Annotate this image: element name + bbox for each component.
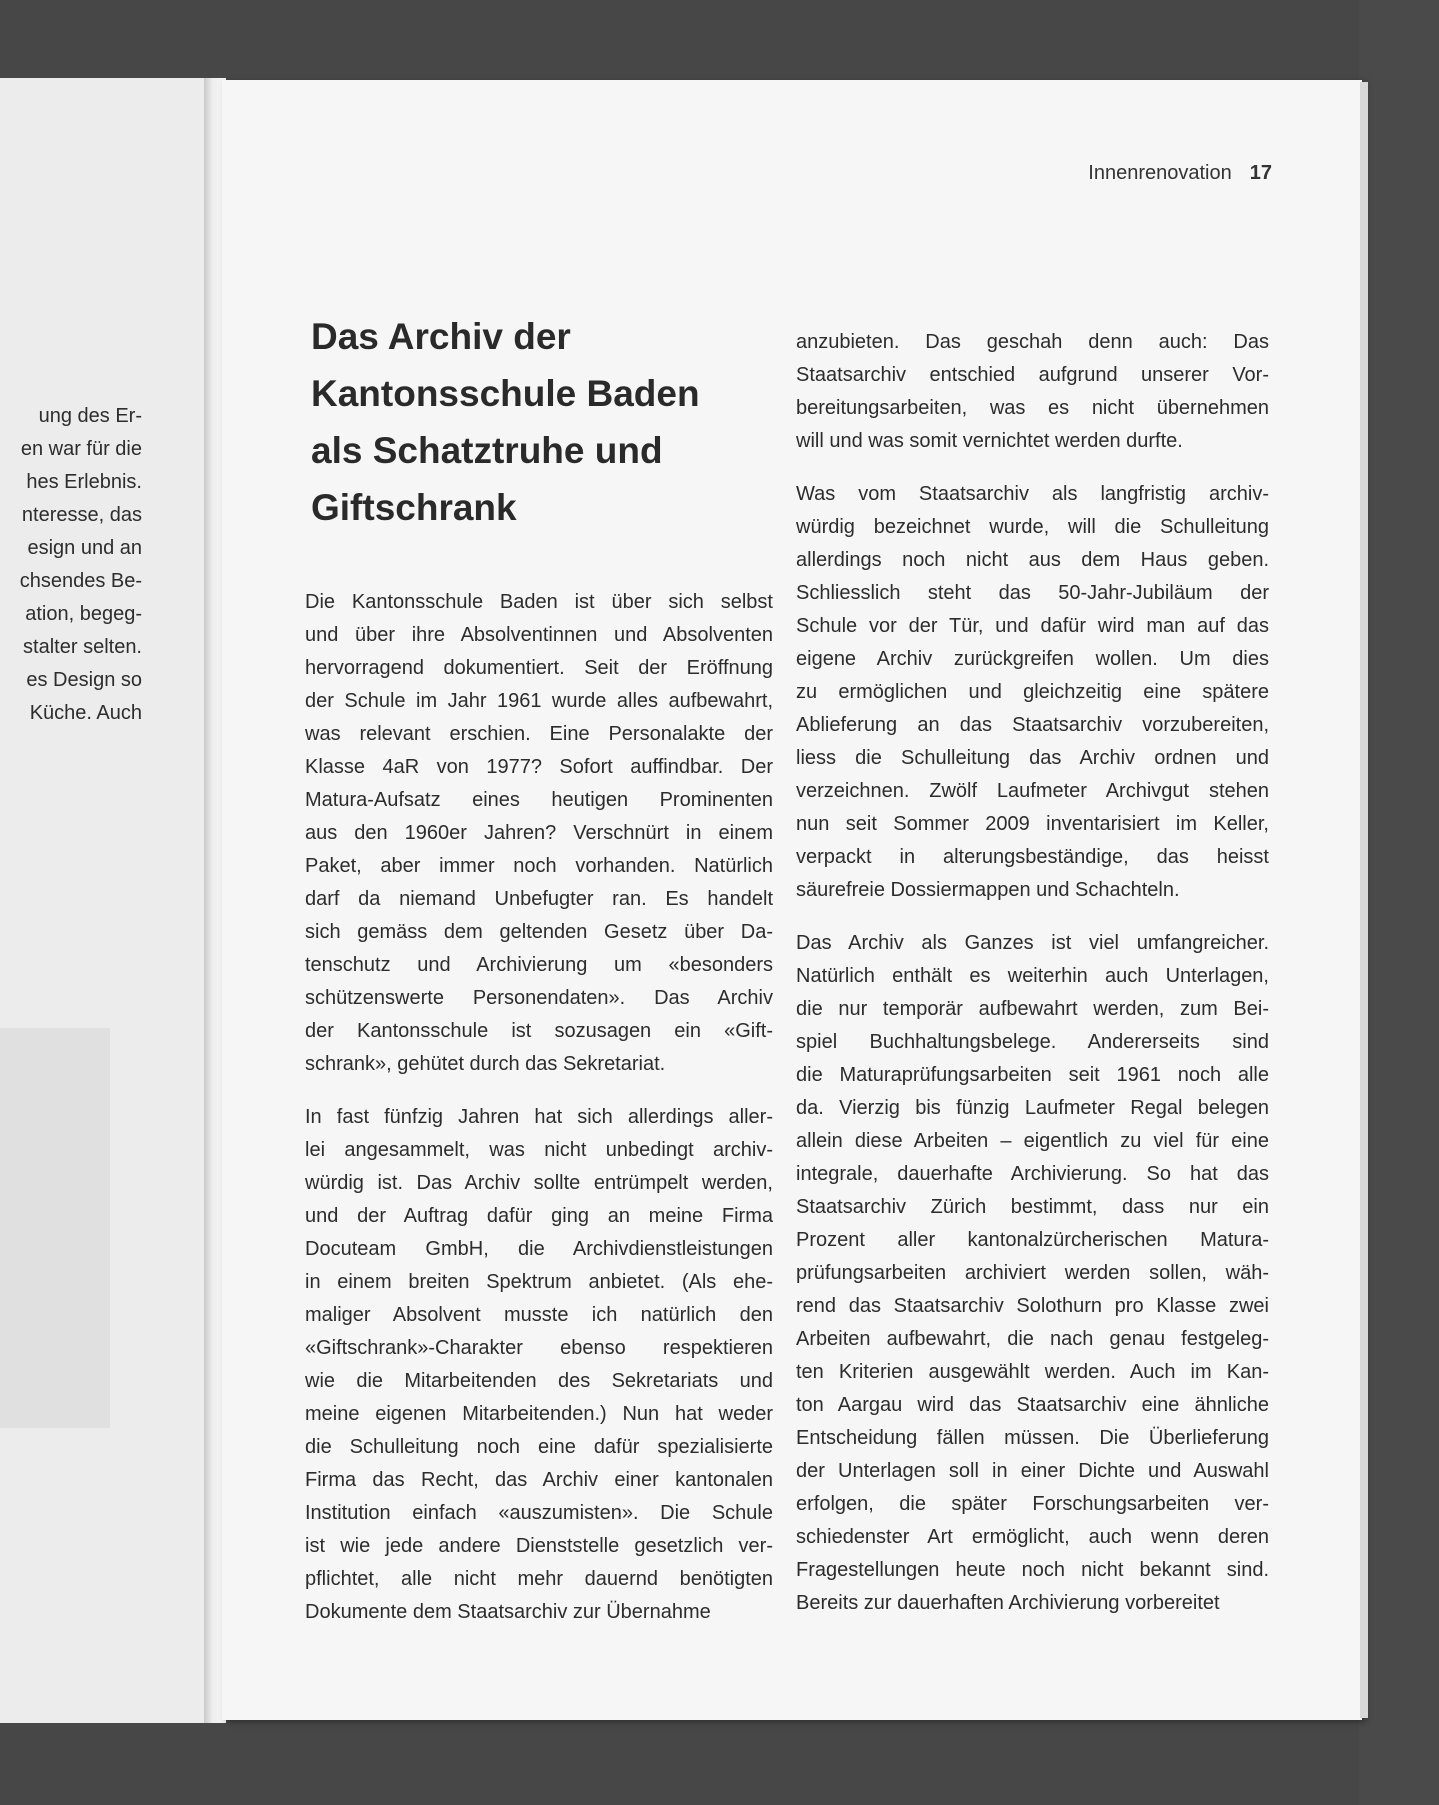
text-line: säurefreie Dossiermappen und Schachteln. bbox=[796, 879, 1180, 901]
text-line: würdig ist. Das Archiv sollte entrümpelt werden, bbox=[305, 1172, 773, 1194]
text-line: meine eigenen Mitarbeitenden.) Nun hat weder bbox=[305, 1403, 773, 1425]
scan-background-right bbox=[1359, 0, 1439, 1805]
text-line: ten Kriterien ausgewählt werden. Auch im Kan- bbox=[796, 1361, 1269, 1383]
text-line: Bereits zur dauerhaften Archivierung vorbereitet bbox=[796, 1592, 1220, 1614]
text-line: Dokumente dem Staatsarchiv zur Übernahme bbox=[305, 1601, 711, 1623]
title-line: als Schatztruhe und bbox=[311, 430, 663, 471]
text-line: Staatsarchiv Zürich bestimmt, dass nur ein bbox=[796, 1196, 1269, 1218]
left-page-line: es Design so bbox=[26, 669, 142, 691]
text-line: pflichtet, alle nicht mehr dauernd benötigten bbox=[305, 1568, 773, 1590]
text-line: hervorragend dokumentiert. Seit der Eröffnung bbox=[305, 657, 773, 679]
right-column bbox=[796, 326, 1269, 1620]
paragraph-gap bbox=[796, 907, 1269, 927]
text-line: darf da niemand Unbefugter ran. Es handelt bbox=[305, 888, 773, 910]
text-line: Matura-Aufsatz eines heutigen Prominenten bbox=[305, 789, 773, 811]
text-line: da. Vierzig bis fünzig Laufmeter Regal belegen bbox=[796, 1097, 1269, 1119]
page-edge bbox=[1360, 82, 1368, 1718]
text-line: nun seit Sommer 2009 inventarisiert im Keller, bbox=[796, 813, 1269, 835]
text-line: die Schulleitung noch eine dafür spezialisierte bbox=[305, 1436, 773, 1458]
text-line: «Giftschrank»-Charakter ebenso respektieren bbox=[305, 1337, 773, 1359]
text-line: Was vom Staatsarchiv als langfristig archiv- bbox=[796, 483, 1269, 505]
left-page-line: ation, begeg- bbox=[25, 603, 142, 625]
paragraph bbox=[796, 326, 1269, 458]
text-line: in einem breiten Spektrum anbietet. (Als ehe- bbox=[305, 1271, 773, 1293]
text-line: allein diese Arbeiten – eigentlich zu viel für eine bbox=[796, 1130, 1269, 1152]
text-line: eigene Archiv zurückgreifen wollen. Um dies bbox=[796, 648, 1269, 670]
paragraph bbox=[305, 586, 773, 1081]
text-line: was relevant erschien. Eine Personalakte der bbox=[305, 723, 773, 745]
text-line: Fragestellungen heute noch nicht bekannt sind. bbox=[796, 1559, 1269, 1581]
text-line: schützenswerte Personendaten». Das Archiv bbox=[305, 987, 773, 1009]
text-line: und der Auftrag dafür ging an meine Firma bbox=[305, 1205, 773, 1227]
text-line: verzeichnen. Zwölf Laufmeter Archivgut stehen bbox=[796, 780, 1269, 802]
text-line: Schule vor der Tür, und dafür wird man auf das bbox=[796, 615, 1269, 637]
title-line: Giftschrank bbox=[311, 487, 517, 528]
page-number: 17 bbox=[1249, 162, 1272, 184]
text-line: zu ermöglichen und gleichzeitig eine spätere bbox=[796, 681, 1269, 703]
title-line: Das Archiv der bbox=[311, 316, 571, 357]
text-line: anzubieten. Das geschah denn auch: Das bbox=[796, 331, 1269, 353]
text-line: spiel Buchhaltungsbelege. Andererseits sind bbox=[796, 1031, 1269, 1053]
text-line: Paket, aber immer noch vorhanden. Natürlich bbox=[305, 855, 773, 877]
text-line: Arbeiten aufbewahrt, die nach genau festgeleg- bbox=[796, 1328, 1269, 1350]
text-line: prüfungsarbeiten archiviert werden sollen, wäh- bbox=[796, 1262, 1269, 1284]
left-page bbox=[0, 78, 208, 1723]
left-page-line: chsendes Be- bbox=[19, 570, 142, 592]
text-line: Firma das Recht, das Archiv einer kantonalen bbox=[305, 1469, 773, 1491]
text-line: lei angesammelt, was nicht unbedingt archiv- bbox=[305, 1139, 773, 1161]
text-line: Prozent aller kantonalzürcherischen Matura- bbox=[796, 1229, 1269, 1251]
paragraph bbox=[796, 478, 1269, 907]
text-line: der Unterlagen soll in einer Dichte und Auswahl bbox=[796, 1460, 1269, 1482]
text-line: Das Archiv als Ganzes ist viel umfangreicher. bbox=[796, 932, 1269, 954]
paragraph-gap bbox=[305, 1081, 773, 1101]
text-line: ist wie jede andere Dienststelle gesetzlich ver- bbox=[305, 1535, 773, 1557]
text-line: Entscheidung fällen müssen. Die Überlieferung bbox=[796, 1427, 1269, 1449]
paragraph bbox=[305, 1101, 773, 1629]
text-line: die Maturaprüfungsarbeiten seit 1961 noch alle bbox=[796, 1064, 1269, 1086]
text-line: maliger Absolvent musste ich natürlich den bbox=[305, 1304, 773, 1326]
text-line: Natürlich enthält es weiterhin auch Unterlagen, bbox=[796, 965, 1269, 987]
text-line: die nur temporär aufbewahrt werden, zum Bei- bbox=[796, 998, 1269, 1020]
text-line: Klasse 4aR von 1977? Sofort auffindbar. Der bbox=[305, 756, 773, 778]
text-line: und über ihre Absolventinnen und Absolventen bbox=[305, 624, 773, 646]
text-line: rend das Staatsarchiv Solothurn pro Klasse zwei bbox=[796, 1295, 1269, 1317]
running-header bbox=[1000, 162, 1272, 185]
text-line: Staatsarchiv entschied aufgrund unserer Vor- bbox=[796, 364, 1269, 386]
left-page-line: stalter selten. bbox=[23, 636, 142, 658]
section-title: Innenrenovation bbox=[1088, 162, 1232, 184]
paragraph-gap bbox=[796, 458, 1269, 478]
left-page-shade bbox=[0, 1028, 110, 1428]
text-line: verpackt in alterungsbeständige, das heisst bbox=[796, 846, 1269, 868]
text-line: der Kantonsschule ist sozusagen ein «Gift- bbox=[305, 1020, 773, 1042]
paragraph bbox=[796, 927, 1269, 1620]
left-page-line: hes Erlebnis. bbox=[26, 471, 142, 493]
title-line: Kantonsschule Baden bbox=[311, 373, 700, 414]
left-page-line: nteresse, das bbox=[21, 504, 142, 526]
left-page-line: en war für die bbox=[20, 438, 142, 460]
text-line: will und was somit vernichtet werden durfte. bbox=[796, 430, 1183, 452]
text-line: Docuteam GmbH, die Archivdienstleistungen bbox=[305, 1238, 773, 1260]
text-line: der Schule im Jahr 1961 wurde alles aufbewahrt, bbox=[305, 690, 773, 712]
text-line: aus den 1960er Jahren? Verschnürt in einem bbox=[305, 822, 773, 844]
left-column bbox=[305, 586, 773, 1629]
text-line: schrank», gehütet durch das Sekretariat. bbox=[305, 1053, 666, 1075]
text-line: Ablieferung an das Staatsarchiv vorzubereiten, bbox=[796, 714, 1269, 736]
text-line: allerdings noch nicht aus dem Haus geben. bbox=[796, 549, 1269, 571]
article-title bbox=[311, 308, 781, 536]
text-line: wie die Mitarbeitenden des Sekretariats und bbox=[305, 1370, 773, 1392]
left-page-line: esign und an bbox=[27, 537, 142, 559]
text-line: tenschutz und Archivierung um «besonders bbox=[305, 954, 773, 976]
left-page-line: Küche. Auch bbox=[29, 702, 142, 724]
text-line: erfolgen, die später Forschungsarbeiten ver- bbox=[796, 1493, 1269, 1515]
text-line: schiedenster Art ermöglicht, auch wenn deren bbox=[796, 1526, 1269, 1548]
text-line: Die Kantonsschule Baden ist über sich selbst bbox=[305, 591, 773, 613]
text-line: Institution einfach «auszumisten». Die Schule bbox=[305, 1502, 773, 1524]
text-line: liess die Schulleitung das Archiv ordnen und bbox=[796, 747, 1269, 769]
left-page-text bbox=[0, 400, 208, 730]
text-line: sich gemäss dem geltenden Gesetz über Da- bbox=[305, 921, 773, 943]
text-line: würdig bezeichnet wurde, will die Schulleitung bbox=[796, 516, 1269, 538]
text-line: bereitungsarbeiten, was es nicht übernehmen bbox=[796, 397, 1269, 419]
text-line: In fast fünfzig Jahren hat sich allerdings aller- bbox=[305, 1106, 773, 1128]
left-page-line: ung des Er- bbox=[38, 405, 142, 427]
text-line: ton Aargau wird das Staatsarchiv eine ähnliche bbox=[796, 1394, 1269, 1416]
text-line: integrale, dauerhafte Archivierung. So hat das bbox=[796, 1163, 1269, 1185]
text-line: Schliesslich steht das 50-Jahr-Jubiläum der bbox=[796, 582, 1269, 604]
